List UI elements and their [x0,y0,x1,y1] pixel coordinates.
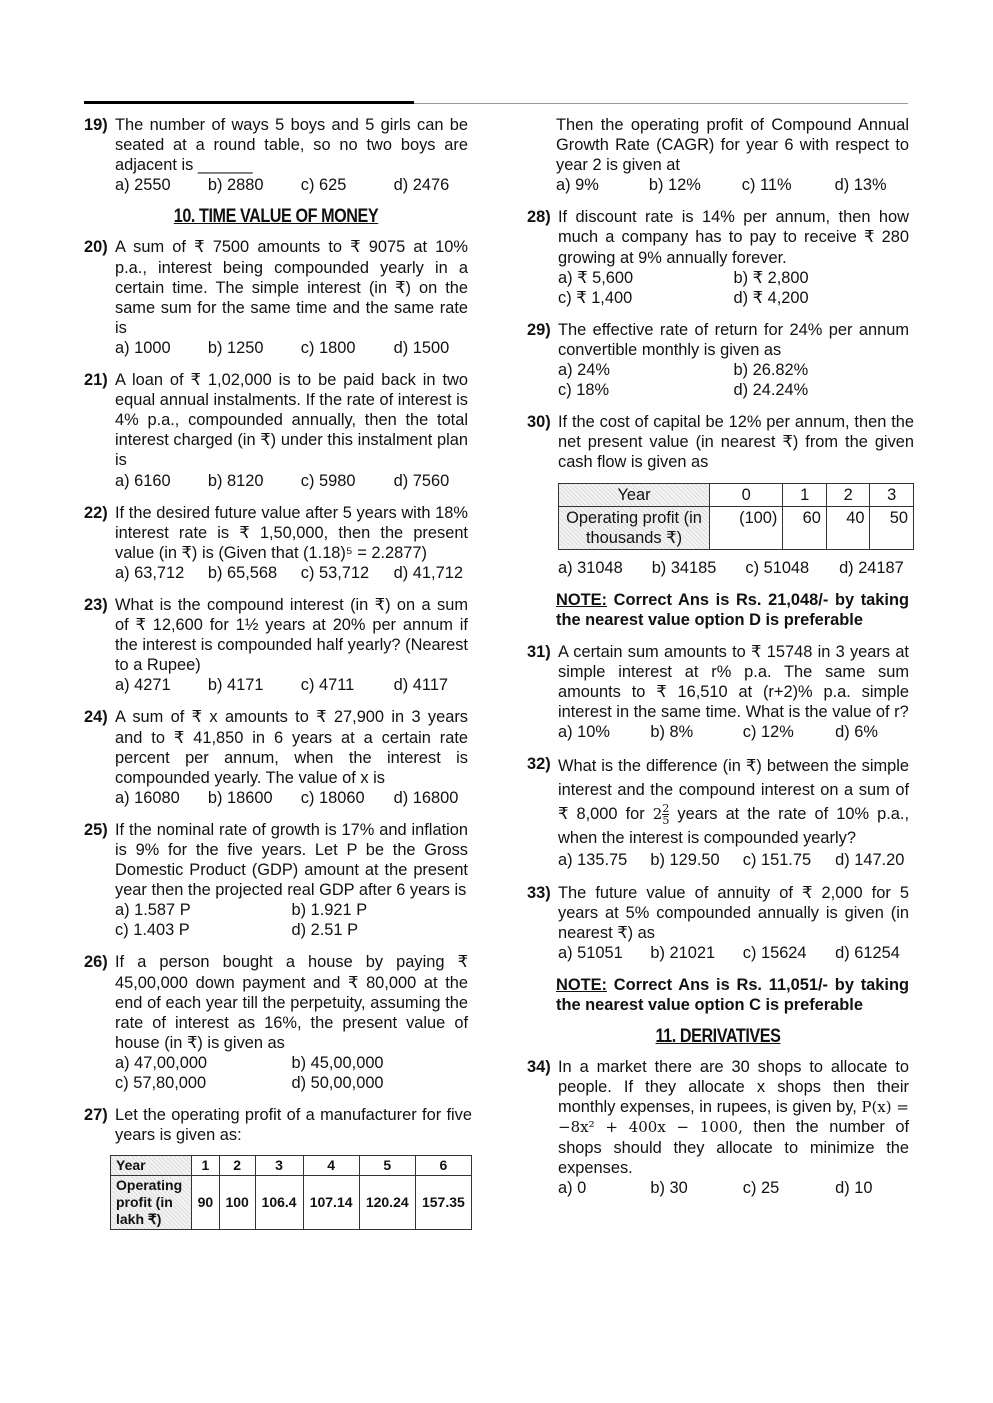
answer-options [558,943,909,963]
table-header-cell: Year [559,483,710,506]
answer-option: b) 18600 [207,788,273,807]
question [84,952,468,1093]
question-number: 25) [84,820,108,839]
table-cell: 4 [303,1156,359,1176]
question-text-part: What is the difference (in ₹) between the simple interest and the compound interest on a sum of ₹ 8,000 for [558,757,909,824]
answer-options [115,338,468,358]
question-number: 34) [527,1058,551,1077]
answer-option: d) 24.24% [733,381,809,400]
answer-option: b) 4171 [207,676,264,695]
answer-options [115,675,468,695]
question-text: Let the operating profit of a manufacturer for five years is given as: [115,1106,472,1145]
answer-option: c) 53,712 [300,563,370,582]
table-header-cell: Year [111,1156,192,1176]
answer-option: d) 1500 [393,338,450,357]
table-cell: 2 [826,483,870,506]
question-number: 21) [84,371,108,390]
answer-options [115,900,468,940]
answer-option: b) 12% [648,176,701,195]
question-text-part: then the number of shops should they allocate to minimize the expenses. [558,1118,910,1177]
question-body [558,754,909,870]
answer-option: b) ₹ 2,800 [733,268,809,287]
question [527,642,909,742]
answer-options [115,175,468,195]
table-cell: 120.24 [359,1176,415,1230]
answer-option: d) 24187 [839,558,904,577]
answer-options [556,175,909,195]
answer-option: a) 47,00,000 [115,1053,208,1072]
answer-option: d) 50,00,000 [291,1074,384,1093]
question-number: 19) [84,116,108,134]
question [527,207,909,307]
table-cell: 5 [359,1156,415,1176]
question-text: If the desired future value after 5 years with 18% interest rate is ₹ 1,50,000, then the present value (in ₹) is (Given that (1.18)⁵ = 2.2877) [115,503,468,562]
question-text [558,754,909,850]
answer-option: b) 1.921 P [291,901,368,920]
question-body [115,115,468,195]
question-text: A loan of ₹ 1,02,000 is to be paid back in two equal annual instalments. If the rate of interest is 4% p.a., compounded annually, then the total interest charged (in ₹) under this instalment plan is [115,371,468,470]
question-number: 26) [84,953,108,972]
question-text: The effective rate of return for 24% per annum convertible monthly is given as [558,320,909,359]
question-text: If discount rate is 14% per annum, then how much a company has to pay to receive ₹ 280 growing at 9% annually forever. [558,208,909,267]
table-row [559,483,914,506]
question [84,503,468,583]
question-text-part: In a market there are 30 shops to allocate to people. If they allocate x shops then their monthly expenses, in rupees, is given by, [558,1058,909,1117]
question-body [556,115,909,195]
answer-option: c) 1.403 P [115,921,190,940]
question-number: 23) [84,595,108,614]
table-cell: 3 [255,1156,303,1176]
table-cell: 50 [870,506,914,549]
question [84,237,468,358]
answer-option: a) 63,712 [115,563,185,582]
question [84,115,468,195]
question-body [558,412,914,577]
question-number: 24) [84,708,108,727]
answer-options [115,471,468,491]
question-number: 31) [527,642,551,661]
table-cell: 2 [219,1156,255,1176]
table-cell: 90 [192,1176,220,1230]
answer-option: d) 4117 [393,676,449,695]
answer-options [558,268,909,308]
answer-option: a) ₹ 5,600 [558,268,634,287]
answer-option: c) 51048 [745,558,810,577]
answer-options [115,563,468,583]
answer-option: b) 8120 [207,471,264,490]
question [527,754,909,870]
table-cell: 100 [219,1176,255,1230]
answer-option: a) 2550 [115,176,171,195]
question-body [558,207,909,307]
question-body [115,952,468,1093]
data-table [558,483,914,550]
table-cell: 1 [783,483,827,506]
note-text: Correct Ans is Rs. 21,048/- by taking the nearest value option D is preferable [556,590,909,629]
question [527,412,914,577]
question-body [115,707,468,807]
question-text: What is the compound interest (in ₹) on a sum of ₹ 12,600 for 1½ years at 20% per annum if the interest is compounded half yearly? (Nearest to a Rupee) [115,595,468,675]
table-header-cell: Operating profit (in thousands ₹) [559,506,710,549]
question-text [558,1057,909,1178]
table-cell: 107.14 [303,1176,359,1230]
question-text: A certain sum amounts to ₹ 15748 in 3 years at simple interest at r% p.a. The same sum amounts to ₹ 16,510 at (r+2)% p.a. simple interest in the same time. What is the value of r? [558,642,909,722]
question-number: 27) [84,1106,108,1125]
answer-option: b) 129.50 [650,851,720,870]
answer-option: a) 0 [558,1178,587,1197]
answer-option: d) 13% [834,176,887,195]
question [84,1105,472,1238]
table-row [111,1156,472,1176]
section-heading: 10. TIME VALUE OF MONEY [173,206,379,228]
question-number: 29) [527,320,551,339]
table-cell: 3 [870,483,914,506]
answer-option: b) 21021 [650,943,716,962]
table-row [111,1176,472,1230]
table-cell: (100) [710,506,783,549]
question-text: The future value of annuity of ₹ 2,000 for 5 years at 5% compounded annually is given (in nearest ₹) as [558,883,909,942]
answer-option: c) 18% [558,381,610,400]
table-cell: 60 [783,506,827,549]
answer-option: b) 30 [650,1178,688,1197]
fraction-denominator: 5 [662,814,670,828]
answer-option: d) 41,712 [393,563,463,582]
answer-option: c) 25 [742,1178,780,1197]
question [84,595,468,695]
answer-option: b) 45,00,000 [291,1053,384,1072]
table-cell: 157.35 [415,1176,471,1230]
question-body [558,320,909,400]
answer-option: a) 51051 [558,943,623,962]
answer-option: b) 1250 [207,338,264,357]
question-body [115,1105,472,1238]
answer-option: d) 10 [835,1178,873,1197]
question-body [115,237,468,358]
answer-option: c) 18060 [300,788,365,807]
question [84,370,468,491]
answer-option: d) 2.51 P [291,921,359,940]
answer-option: d) 7560 [393,471,450,490]
answer-option: c) 4711 [300,676,355,695]
question-number [527,115,556,195]
question-body [558,642,909,742]
question-text: If the cost of capital be 12% per annum, then the net present value (in nearest ₹) from the given cash flow is given as [558,413,914,472]
answer-option: c) 15624 [742,943,807,962]
answer-option: d) ₹ 4,200 [733,288,809,307]
question-number: 28) [527,208,551,227]
left-column [84,115,472,1250]
table-cell: 1 [192,1156,220,1176]
data-table [110,1155,472,1230]
question-text: If a person bought a house by paying ₹ 45,00,000 down payment and ₹ 80,000 at the end of each year till the perpetuity, assuming the rate of interest as 16%, the present value of house (in ₹) is given as [115,953,468,1052]
answer-option: d) 6% [835,723,878,742]
question [527,1057,909,1198]
fraction-numerator: 2 [662,802,670,816]
question-number: 33) [527,883,551,902]
answer-option: c) 625 [300,176,347,195]
answer-note [556,590,909,630]
header-rule-thin [414,103,908,104]
question-text: A sum of ₹ 7500 amounts to ₹ 9075 at 10% p.a., interest being compounded yearly in a certain time. The simple interest (in ₹) on the same sum for the same time and the same rate is [115,238,468,337]
question-text: A sum of ₹ x amounts to ₹ 27,900 in 3 years and to ₹ 41,850 in 6 years at a certain rate percent per annum, when the interest is compounded yearly. The value of x is [115,708,468,787]
table-cell: 0 [710,483,783,506]
table-row [559,506,914,549]
answer-option: b) 65,568 [207,563,278,582]
answer-option: a) 1000 [115,338,171,357]
header-rule [84,101,414,104]
question-body [558,883,909,963]
question-number: 22) [84,503,108,522]
answer-option: b) 26.82% [733,361,809,380]
answer-options [558,558,914,578]
right-column [527,115,914,1210]
answer-options [558,850,909,870]
answer-option: a) 4271 [115,676,171,695]
table-cell: 6 [415,1156,471,1176]
answer-option: a) 9% [556,176,599,195]
answer-note [556,975,909,1015]
question-body [115,820,468,941]
question [527,883,909,963]
answer-option: b) 34185 [651,558,717,577]
answer-options [558,1178,909,1198]
section-heading: 11. DERIVATIVES [655,1026,781,1048]
answer-option: a) 1.587 P [115,901,191,920]
table-cell: 40 [826,506,870,549]
question [84,707,468,807]
answer-option: c) 1800 [300,338,356,357]
question [84,820,468,941]
question [527,320,909,400]
answer-option: c) 151.75 [742,851,812,870]
answer-options [115,1053,468,1093]
question-body [115,370,468,491]
note-label: NOTE: [556,975,607,994]
answer-option: d) 147.20 [835,851,905,870]
answer-option: d) 61254 [835,943,900,962]
answer-options [115,788,468,808]
answer-option: a) 10% [558,723,610,742]
question-text-part: years at the rate of 10% p.a., when the interest is compounded yearly? [558,805,909,848]
question-body [115,595,468,695]
question-body [115,503,468,583]
answer-options [558,360,909,400]
question-number: 20) [84,238,108,257]
table-cell: 106.4 [255,1176,303,1230]
question-body [558,1057,909,1198]
answer-option: b) 8% [650,723,694,742]
question [527,115,909,195]
answer-option: a) 31048 [558,558,623,577]
answer-option: d) 2476 [393,176,450,195]
answer-option: a) 6160 [115,471,171,490]
question-text: If the nominal rate of growth is 17% and inflation is 9% for the five years. Let P be the Gross Domestic Product (GDP) amount at the present year then the projected real GDP after 6 years is [115,820,468,900]
formula: P(x) = −8x² + 400x − 1000, [558,1098,909,1137]
answer-option: c) ₹ 1,400 [558,288,633,307]
answer-option: c) 57,80,000 [115,1074,207,1093]
mixed-number-whole: 2 [652,805,663,824]
answer-option: a) 24% [558,361,610,380]
answer-option: d) 16800 [393,788,459,807]
answer-options [558,722,909,742]
question-text: Then the operating profit of Compound Annual Growth Rate (CAGR) for year 6 with respect to year 2 is given at [556,116,909,175]
question-number: 30) [527,413,551,432]
table-header-cell: Operating profit (in lakh ₹) [111,1176,192,1230]
question-number: 32) [527,755,551,774]
answer-option: c) 12% [742,723,794,742]
question-text: The number of ways 5 boys and 5 girls can be seated at a round table, so no two boys are adjacent is ______ [115,116,468,175]
note-label: NOTE: [556,590,607,609]
answer-option: c) 5980 [300,471,356,490]
answer-option: a) 135.75 [558,851,628,870]
answer-option: a) 16080 [115,788,180,807]
note-text: Correct Ans is Rs. 11,051/- by taking the nearest value option C is preferable [556,975,909,1014]
answer-option: c) 11% [741,176,792,195]
answer-option: b) 2880 [207,176,264,195]
